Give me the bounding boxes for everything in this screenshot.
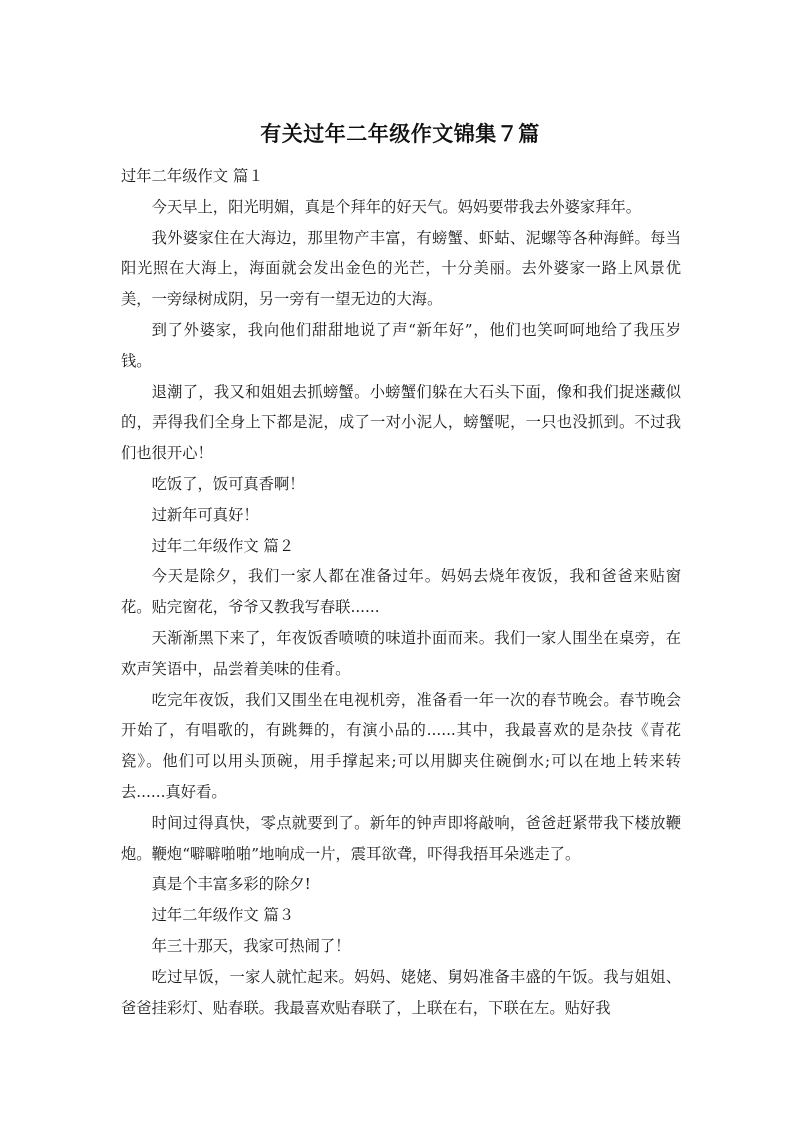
paragraph: 今天早上，阳光明媚，真是个拜年的好天气。妈妈要带我去外婆家拜年。: [151, 197, 642, 216]
document-title: 有关过年二年级作文锦集７篇: [260, 122, 540, 146]
paragraph: 过新年可真好！: [151, 505, 259, 524]
paragraph: 到了外婆家，我向他们甜甜地说了声“新年好”，他们也笑呵呵地给了我压岁钱。: [121, 320, 681, 370]
paragraph: 我外婆家住在大海边，那里物产丰富，有螃蟹、虾蛄、泥螺等各种海鲜。每当阳光照在大海上，海面就会发出金色的光芒，十分美丽。去外婆家一路上风景优美，一旁绿树成阴，另一旁有一望无边的大海。: [121, 228, 681, 309]
paragraph: 真是个丰富多彩的除夕!: [151, 875, 311, 894]
paragraph: 天渐渐黑下来了，年夜饭香喷喷的味道扑面而来。我们一家人围坐在桌旁，在欢声笑语中，品尝着美味的佳肴。: [121, 628, 681, 678]
paragraph: 退潮了，我又和姐姐去抓螃蟹。小螃蟹们躲在大石头下面，像和我们捉迷藏似的，弄得我们全身上下都是泥，成了一对小泥人，螃蟹呢，一只也没抓到。不过我们也很开心！: [121, 382, 681, 463]
section-heading: 过年二年级作文 篇３: [151, 906, 295, 925]
paragraph: 吃完年夜饭，我们又围坐在电视机旁，准备看一年一次的春节晚会。春节晚会开始了，有唱歌的，有跳舞的，有演小品的......其中，我最喜欢的是杂技《青花瓷》。他们可以用头顶碗，用手撑起来;可以用脚夹住碗倒水;可以在地上转来转去......真好看。: [121, 690, 681, 801]
section-heading: 过年二年级作文 篇２: [151, 536, 295, 555]
section-heading: 过年二年级作文 篇１: [121, 167, 264, 185]
document-body: [121, 161, 681, 1023]
paragraph: 吃过早饭，一家人就忙起来。妈妈、姥姥、舅妈准备丰盛的午饭。我与姐姐、爸爸挂彩灯、贴春联。我最喜欢贴春联了，上联在右，下联在左。贴好我: [121, 967, 681, 1017]
paragraph: 时间过得真快，零点就要到了。新年的钟声即将敲响，爸爸赶紧带我下楼放鞭炮。鞭炮“噼噼啪啪”地响成一片，震耳欲聋，吓得我捂耳朵逃走了。: [121, 813, 681, 863]
paragraph: 今天是除夕，我们一家人都在准备过年。妈妈去烧年夜饭，我和爸爸来贴窗花。贴完窗花，爷爷又教我写春联......: [121, 567, 681, 617]
paragraph: 年三十那天，我家可热闹了！: [151, 936, 351, 955]
paragraph: 吃饭了，饭可真香啊！: [151, 474, 305, 493]
